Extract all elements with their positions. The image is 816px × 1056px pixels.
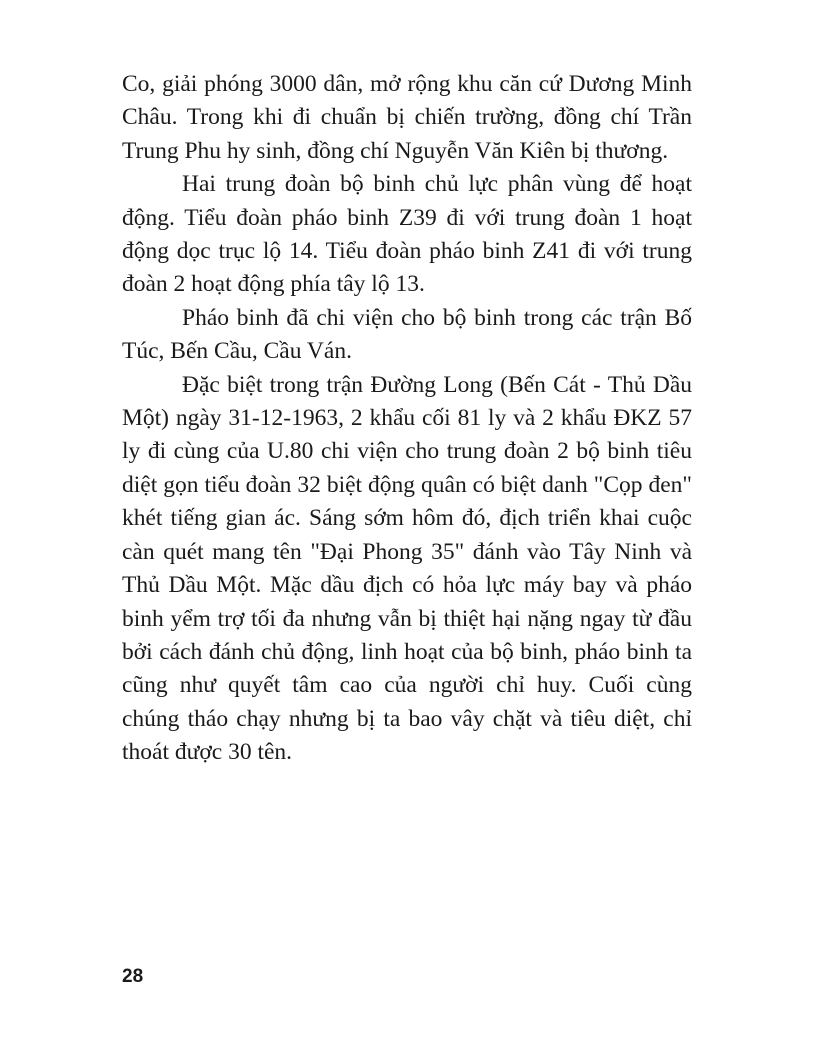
paragraph-continued: Co, giải phóng 3000 dân, mở rộng khu căn cứ Dương Minh Châu. Trong khi đi chuẩn bị chiến trường, đồng chí Trần Trung Phu hy sinh, đồng chí Nguyễn Văn Kiên bị thương.	[122, 71, 692, 164]
page-number: 28	[122, 966, 144, 987]
paragraph-regiments: Hai trung đoàn bộ binh chủ lực phân vùng để hoạt động. Tiểu đoàn pháo binh Z39 đi với trung đoàn 1 hoạt động dọc trục lộ 14. Tiểu đoàn pháo binh Z41 đi với trung đoàn 2 hoạt động phía tây lộ 13.	[122, 171, 692, 298]
paragraph-artillery-support: Pháo binh đã chi viện cho bộ binh trong các trận Bố Túc, Bến Cầu, Cầu Ván.	[122, 304, 692, 365]
paragraph-duong-long-battle: Đặc biệt trong trận Đường Long (Bến Cát - Thủ Dầu Một) ngày 31-12-1963, 2 khẩu cối 81 ly và 2 khẩu ĐKZ 57 ly đi cùng của U.80 chi viện cho trung đoàn 2 bộ binh tiêu diệt gọn tiểu đoàn 32 biệt động quân có biệt danh "Cọp đen" khét tiếng gian ác. Sáng sớm hôm đó, địch triển khai cuộc càn quét mang tên "Đại Phong 35" đánh vào Tây Ninh và Thủ Dầu Một. Mặc dầu địch có hỏa lực máy bay và pháo binh yểm trợ tối đa nhưng vẫn bị thiệt hại nặng ngay từ đầu bởi cách đánh chủ động, linh hoạt của bộ binh, pháo binh ta cũng như quyết tâm cao của người chỉ huy. Cuối cùng chúng tháo chạy nhưng bị ta bao vây chặt và tiêu diệt, chỉ thoát được 30 tên.	[122, 371, 692, 766]
body-text	[122, 68, 692, 770]
